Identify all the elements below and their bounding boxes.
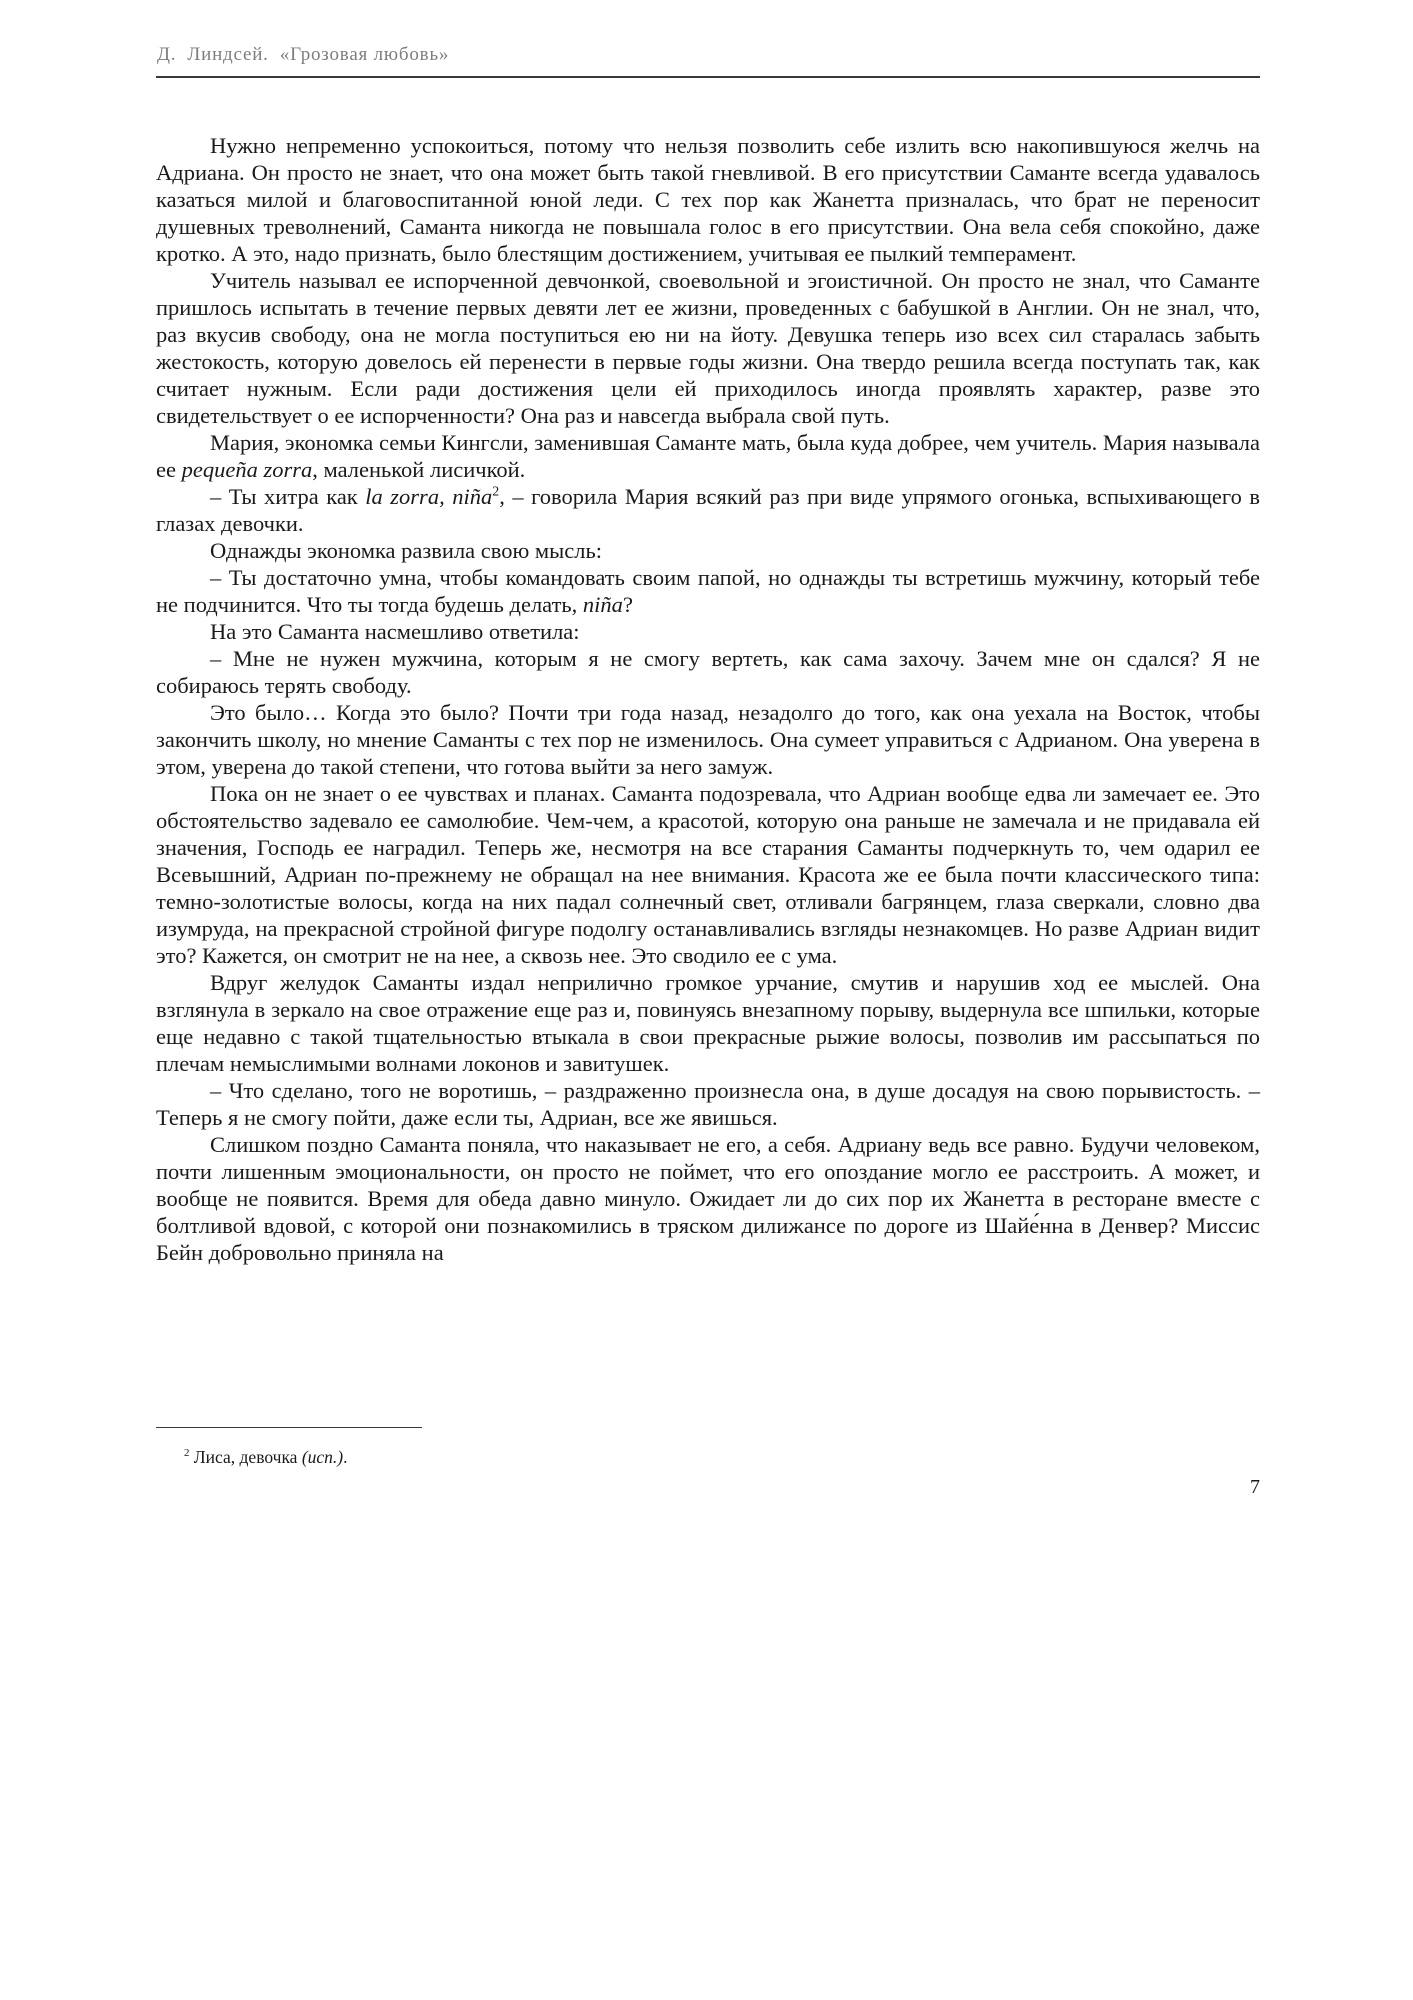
paragraph [156,429,1260,483]
paragraph [156,618,1260,645]
text-segment: , маленькой лисичкой. [312,457,526,482]
running-header: Д. Линдсей. «Грозовая любовь» [157,44,450,65]
text-segment: Пока он не знает о ее чувствах и планах. Саманта подозревала, что Адриан вообще едва ли замечает ее. Это обстоятельство задевало ее самолюбие. Чем-чем, а красотой, которую она раньше не замечала и не придавала ей значения, Господь ее наградил. Теперь же, несмотря на все старания Саманты подчеркнуть то, чем одарил ее Всевышний, Адриан по-прежнему не обращал на нее внимания. Красота же ее была почти классического типа: темно-золотистые волосы, когда на них падал солнечный свет, отливали багрянцем, глаза сверкали, словно два изумруда, на прекрасной стройной фигуре подолгу останавливались взгляды незнакомцев. Но разве Адриан видит это? Кажется, он смотрит не на нее, а сквозь нее. Это сводило ее с ума. [156,781,1260,968]
footnote-text [189,1447,347,1467]
paragraph [156,1131,1260,1266]
italic-text: (исп.) [301,1447,344,1467]
page-number: 7 [1250,1476,1260,1498]
text-segment: Мария, экономка семьи Кингсли, заменившая Саманте мать, была куда добрее, чем учитель. Мария называла ее [156,430,1260,482]
paragraph [156,1077,1260,1131]
paragraph [156,645,1260,699]
paragraph [156,537,1260,564]
footnote-marker: 2 [184,1447,190,1460]
paragraph [156,699,1260,780]
text-segment: Вдруг желудок Саманты издал неприлично громкое урчание, смутив и нарушив ход ее мыслей. Она взглянула в зеркало на свое отражение еще раз и, повинуясь внезапному порыву, выдернула все шпильки, которые еще недавно с такой тщательностью втыкала в свои прекрасные рыжие волосы, позволив им рассыпаться по плечам немыслимыми волнами локонов и завитушек. [156,970,1260,1076]
text-segment: Нужно непременно успокоиться, потому что нельзя позволить себе излить всю накопившуюся желчь на Адриана. Он просто не знает, что она может быть такой гневливой. В его присутствии Саманте всегда удавалось казаться милой и благовоспитанной юной леди. С тех пор как Жанетта призналась, что брат не переносит душевных треволнений, Саманта никогда не повышала голос в его присутствии. Она вела себя спокойно, даже кротко. А это, надо признать, было блестящим достижением, учитывая ее пылкий темперамент. [156,133,1260,266]
footnote-reference: 2 [492,484,500,500]
text-segment: Слишком поздно Саманта поняла, что наказывает не его, а себя. Адриану ведь все равно. Будучи человеком, почти лишенным эмоциональности, он просто не поймет, что его опоздание могло ее расстроить. А может, и вообще не появится. Время для обеда давно минуло. Ожидает ли до сих пор их Жанетта в ресторане вместе с болтливой вдовой, с которой они познакомились в тряском дилижансе по дороге из Шайе́нна в Денвер? Миссис Бейн добровольно приняла на [156,1132,1260,1265]
text-segment: Лиса, девочка [189,1447,302,1467]
paragraph [156,483,1260,537]
body-text [156,132,1260,1266]
text-segment: – Ты достаточно умна, чтобы командовать своим папой, но однажды ты встретишь мужчину, который тебе не подчинится. Что ты тогда будешь делать, [156,565,1260,617]
paragraph [156,969,1260,1077]
text-segment: Это было… Когда это было? Почти три года назад, незадолго до того, как она уехала на Восток, чтобы закончить школу, но мнение Саманты с тех пор не изменилось. Она сумеет управиться с Адрианом. Она уверена в этом, уверена до такой степени, что готова выйти за него замуж. [156,700,1260,779]
text-segment: , – говорила Мария всякий раз при виде упрямого огонька, вспыхивающего в глазах девочки. [156,484,1260,536]
footnote-rule [156,1427,422,1428]
paragraph [156,564,1260,618]
text-segment: . [343,1447,348,1467]
italic-text: niña [582,592,623,617]
paragraph [156,267,1260,429]
text-segment: Учитель называл ее испорченной девчонкой, своевольной и эгоистичной. Он просто не знал, что Саманте пришлось испытать в течение первых девяти лет ее жизни, проведенных с бабушкой в Англии. Он не знал, что, раз вкусив свободу, она не могла поступиться ею ни на йоту. Девушка теперь изо всех сил старалась забыть жестокость, которую довелось ей перенести в первые годы жизни. Она твердо решила всегда поступать так, как считает нужным. Если ради достижения цели ей приходилось иногда проявлять характер, разве это свидетельствует о ее испорченности? Она раз и навсегда выбрала свой путь. [156,268,1260,428]
text-segment: – Мне не нужен мужчина, которым я не смогу вертеть, как сама захочу. Зачем мне он сдался? Я не собираюсь терять свободу. [156,646,1260,698]
text-segment: Однажды экономка развила свою мысль: [210,538,603,563]
text-segment: На это Саманта насмешливо ответила: [210,619,580,644]
paragraph [156,132,1260,267]
header-rule [156,76,1260,78]
paragraph [156,780,1260,969]
text-segment: – Что сделано, того не воротишь, – раздраженно произнесла она, в душе досадуя на свою порывистость. – Теперь я не смогу пойти, даже если ты, Адриан, все же явишься. [156,1078,1260,1130]
text-segment: – Ты хитра как [210,484,366,509]
footnote [156,1446,1260,1468]
text-segment: ? [622,592,633,617]
italic-text: pequeña zorra [181,457,313,482]
italic-text: la zorra, niña [365,484,493,509]
